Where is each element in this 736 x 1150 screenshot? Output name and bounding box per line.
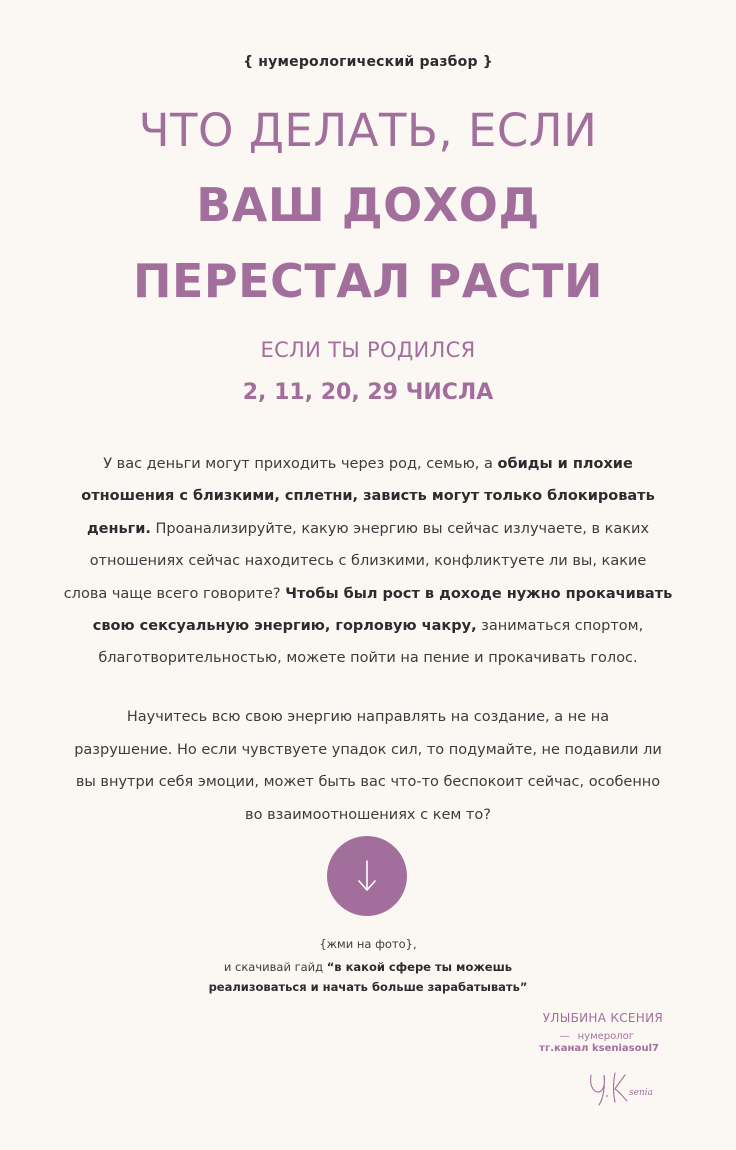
signature-text: senia (629, 1088, 653, 1098)
bold-run: свою сексуальную энергию, горловую чакру, (92, 618, 477, 635)
paragraph-1-line-6 (60, 610, 676, 642)
signature (585, 1065, 670, 1110)
text-run: заниматься спортом, (476, 618, 644, 635)
text-run: отношениях сейчас находитесь с близкими, конфликтуете ли вы, какие (89, 553, 647, 570)
bold-run: обиды и плохие (497, 456, 633, 472)
bold-run: деньги. (86, 520, 151, 537)
section-tag: { нумерологический разбор } (243, 54, 493, 70)
paragraph-2 (60, 701, 676, 831)
text-run: и скачивай гайд (223, 960, 327, 974)
author-role (400, 1031, 634, 1042)
paragraph-1-line-2 (60, 480, 676, 512)
telegram-channel-link[interactable]: тг.канал kseniasoul7 (539, 1043, 659, 1054)
bold-run: отношения с близкими, сплетни, зависть могут только блокировать (81, 488, 655, 505)
dash: — (559, 1031, 570, 1042)
paragraph-1-line-5 (60, 578, 676, 610)
paragraph-1-line-3 (60, 513, 676, 545)
paragraph-2-line-1: Научитесь всю свою энергию направлять на создание, а не на (126, 709, 610, 725)
cta-line-2 (0, 977, 736, 997)
download-guide-button[interactable] (327, 836, 407, 916)
title-line-3: ПЕРЕСТАЛ РАСТИ (133, 254, 603, 308)
author-name: УЛЫБИНА КСЕНИЯ (542, 1011, 663, 1025)
text-run: Проанализируйте, какую энергию вы сейчас излучаете, в каких (150, 520, 650, 537)
paragraph-1-line-4 (60, 545, 676, 577)
text-run: У вас деньги могут приходить через род, семью, а (103, 456, 498, 472)
paragraph-2-line-3: вы внутри себя эмоции, может быть вас что-то беспокоит сейчас, особенно (75, 774, 661, 790)
subtitle-dates: 2, 11, 20, 29 ЧИСЛА (242, 380, 494, 405)
cta-line-1 (0, 957, 736, 977)
paragraph-1-line-1 (60, 448, 676, 480)
paragraph-1-line-7 (60, 642, 676, 674)
arrow-down-icon (350, 856, 384, 896)
cta-text[interactable] (0, 957, 736, 997)
role-text: нумеролог (577, 1031, 634, 1042)
title-line-2: ВАШ ДОХОД (196, 178, 540, 232)
paragraph-1 (60, 448, 676, 675)
signature-icon (585, 1065, 670, 1110)
paragraph-2-line-2: разрушение. Но если чувствуете упадок сил, то подумайте, не подавили ли (74, 741, 662, 758)
paragraph-2-line-4: во взаимоотношениях с кем то? (245, 806, 491, 823)
bold-run: реализоваться и начать больше зарабатывать” (208, 980, 528, 994)
bold-run: Чтобы был рост в доходе нужно прокачивать (285, 585, 673, 602)
bold-run: “в какой сфере ты можешь (326, 960, 513, 974)
text-run: благотворительностью, можете пойти на пение и прокачивать голос. (98, 650, 638, 667)
subtitle-born: ЕСЛИ ТЫ РОДИЛСЯ (260, 338, 476, 362)
cta-hint: {жми на фото}, (319, 937, 417, 951)
text-run: слова чаще всего говорите? (63, 585, 286, 602)
title-line-1: ЧТО ДЕЛАТЬ, ЕСЛИ (138, 104, 598, 157)
